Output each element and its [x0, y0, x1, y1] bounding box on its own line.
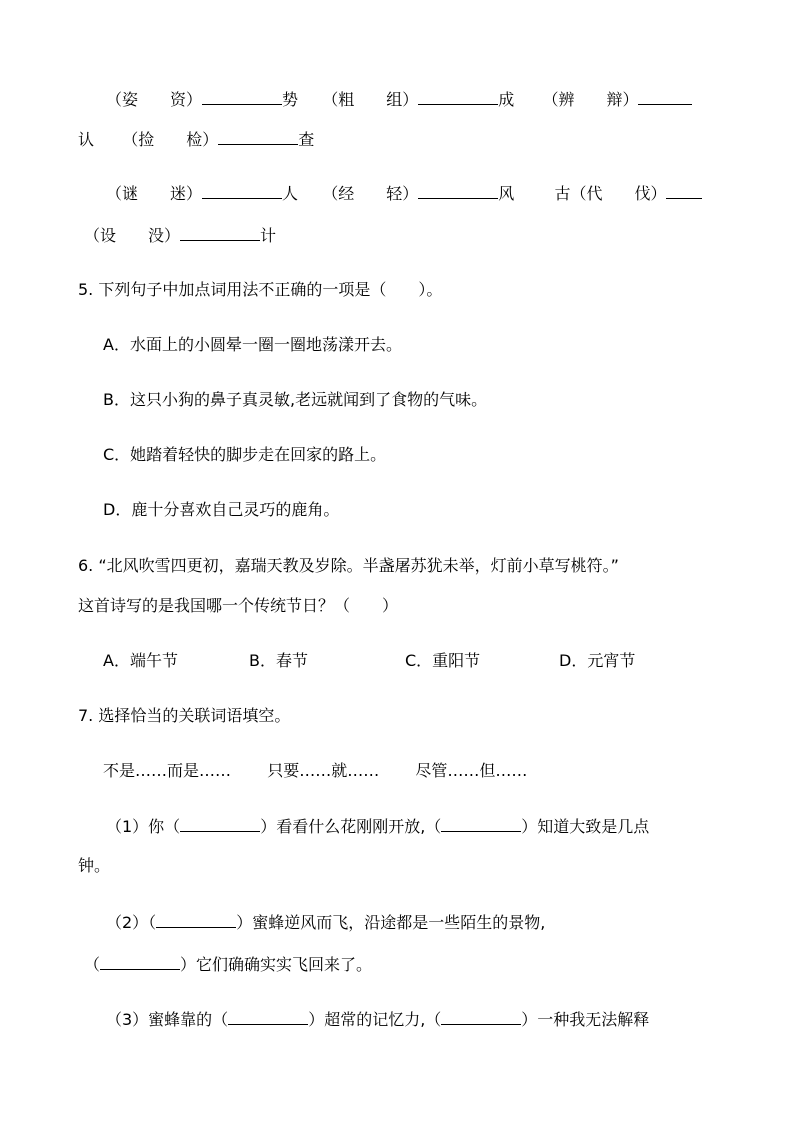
q6-option-a[interactable]: A．端午节	[103, 651, 178, 670]
answer-blank[interactable]	[418, 182, 498, 199]
q5-option-d[interactable]: D．鹿十分喜欢自己灵巧的鹿角。	[103, 500, 340, 519]
answer-blank[interactable]	[180, 224, 260, 241]
answer-blank[interactable]	[100, 953, 180, 970]
q4-row1: （姿 资） 势 （粗 组） 成 （辨 辩）	[106, 88, 692, 111]
q4-row2: （谜 迷） 人 （经 轻） 风 古（代 伐）	[106, 182, 702, 205]
q4-choice-jian: （捡 检）	[122, 130, 219, 149]
q7-words	[103, 760, 527, 782]
q7-sentence-1-cont: 钟。	[78, 856, 111, 875]
q6-option-c[interactable]: C．重阳节	[405, 651, 481, 670]
word-pair: 不是……而是……	[103, 761, 232, 780]
answer-blank[interactable]	[638, 88, 692, 105]
q6-option-d[interactable]: D．元宵节	[559, 651, 636, 670]
q5-stem: 5. 下列句子中加点词用法不正确的一项是（ ）。	[78, 280, 443, 299]
q4-choice-she: （设 没）	[84, 226, 181, 245]
q7-sentence-2-cont: （ ）它们确确实实飞回来了。	[84, 955, 373, 974]
answer-blank[interactable]	[418, 88, 498, 105]
q6-option-b[interactable]: B．春节	[249, 651, 308, 670]
q4-choice-zi: （姿 资）	[106, 90, 203, 109]
answer-blank[interactable]	[228, 1008, 308, 1025]
answer-blank[interactable]	[202, 182, 282, 199]
answer-blank[interactable]	[441, 815, 521, 832]
q5-option-c[interactable]: C．她踏着轻快的脚步走在回家的路上。	[103, 445, 387, 464]
q4-row1-cont: 认 （捡 检） 查	[78, 130, 315, 149]
q7-stem: 7. 选择恰当的关联词语填空。	[78, 706, 291, 725]
q4-choice-mi: （谜 迷）	[106, 184, 203, 203]
q7-sentence-2: （2）（ ）蜜蜂逆风而飞，沿途都是一些陌生的景物,	[106, 913, 546, 932]
q4-choice-bian: （辨 辩）	[542, 90, 639, 109]
answer-blank[interactable]	[218, 128, 298, 145]
q6-stem-line2: 这首诗写的是我国哪一个传统节日？（ ）	[78, 596, 399, 615]
answer-blank[interactable]	[180, 815, 260, 832]
word-pair: 只要……就……	[267, 761, 380, 780]
q5-option-b[interactable]: B．这只小狗的鼻子真灵敏,老远就闻到了食物的气味。	[103, 390, 488, 409]
q5-option-a[interactable]: A．水面上的小圆晕一圈一圈地荡漾开去。	[103, 335, 402, 354]
answer-blank[interactable]	[666, 182, 702, 199]
q4-choice-dai: 古（代 伐）	[554, 184, 667, 203]
q6-stem-line1: 6. “北风吹雪四更初，嘉瑞天教及岁除。半盏屠苏犹未举，灯前小草写桃符。”	[78, 556, 619, 575]
q4-choice-cu: （粗 组）	[322, 90, 419, 109]
word-pair: 尽管……但……	[415, 761, 528, 780]
q7-sentence-1: （1）你（ ）看看什么花刚刚开放,（ ）知道大致是几点	[106, 817, 650, 836]
answer-blank[interactable]	[156, 911, 236, 928]
q4-choice-jing: （经 轻）	[322, 184, 419, 203]
answer-blank[interactable]	[441, 1008, 521, 1025]
q4-row2-cont: （设 没） 计	[84, 226, 277, 245]
answer-blank[interactable]	[202, 88, 282, 105]
q7-sentence-3: （3）蜜蜂靠的（ ）超常的记忆力,（ ）一种我无法解释	[106, 1010, 650, 1029]
